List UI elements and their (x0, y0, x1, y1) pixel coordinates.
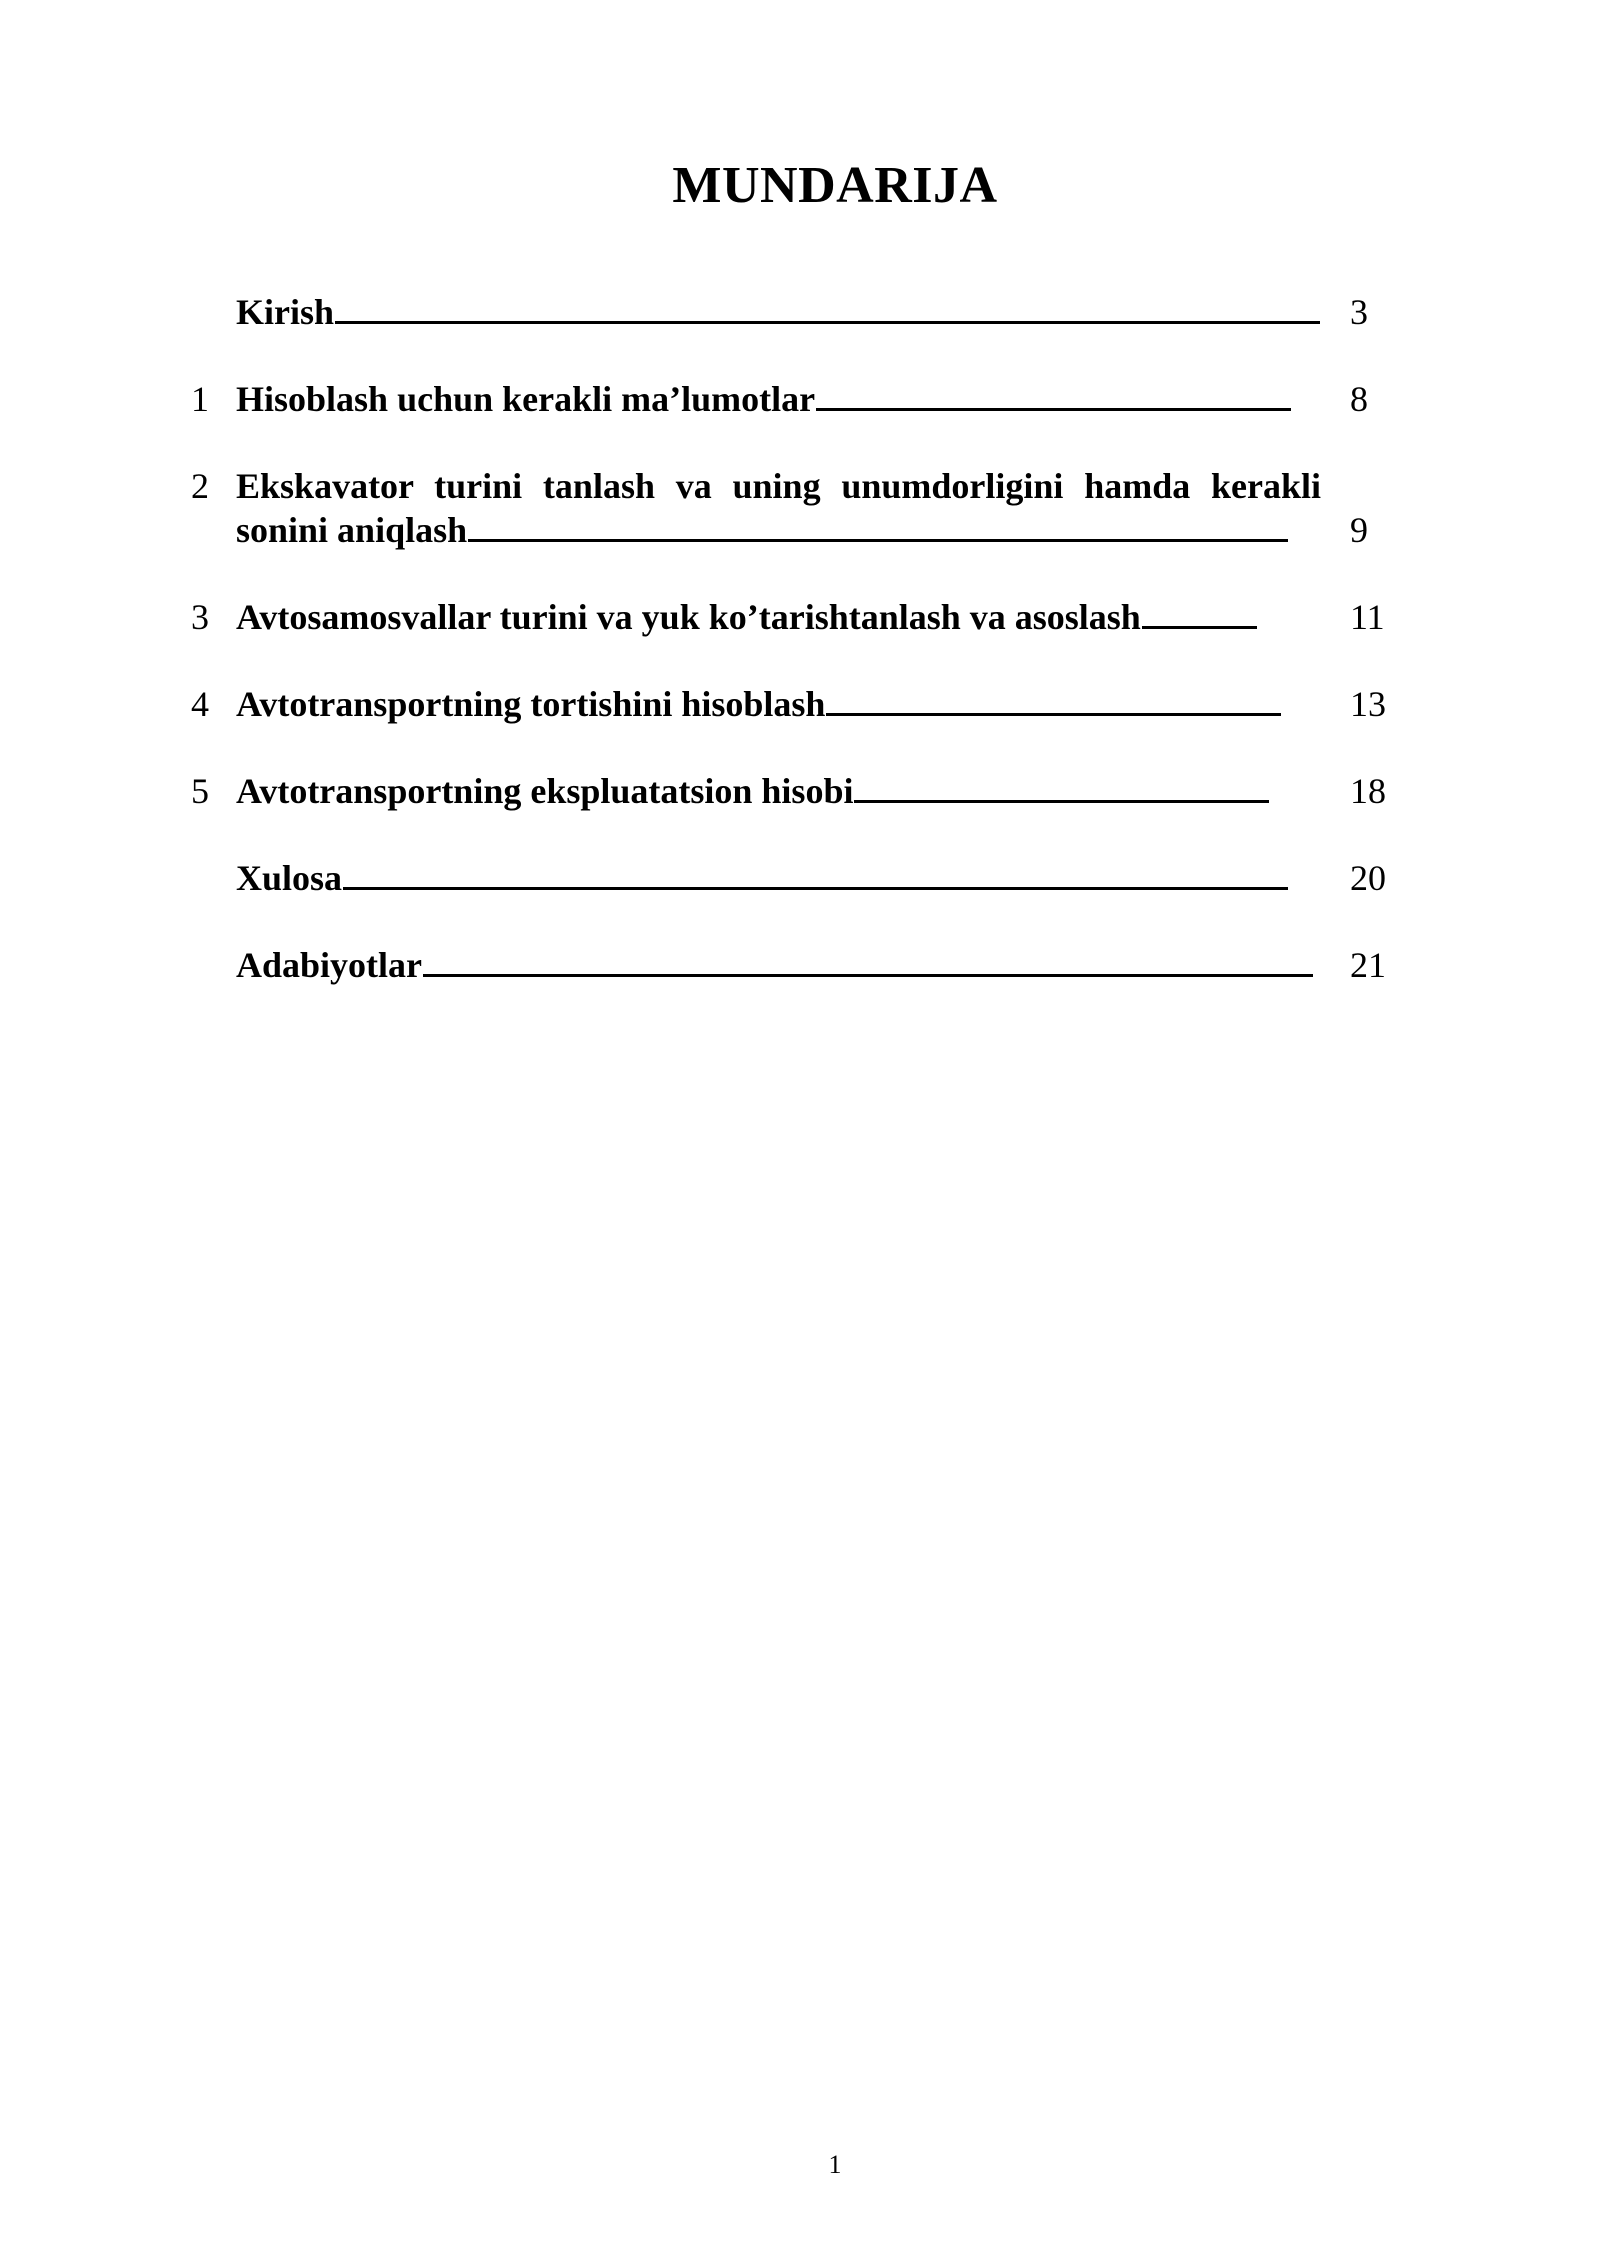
toc-entry-number: 1 (191, 379, 209, 419)
toc-entry-title: Hisoblash uchun kerakli ma’lumotlar (236, 377, 1291, 421)
leader-line (1142, 626, 1257, 629)
toc-entry-page: 11 (1350, 597, 1385, 637)
leader-line (826, 713, 1281, 716)
toc-entry-page: 21 (1350, 945, 1386, 985)
toc-entry-title: Adabiyotlar (236, 943, 1313, 987)
leader-line (343, 887, 1288, 890)
toc-entry-number: 4 (191, 684, 209, 724)
leader-line (423, 974, 1313, 977)
toc-entry-page: 9 (1350, 510, 1368, 550)
page-number: 1 (828, 2150, 842, 2179)
toc-entry-number: 5 (191, 771, 209, 811)
toc-entry-title: Avtotransportning tortishini hisoblash (236, 682, 1281, 726)
toc-entry-title: Avtotransportning ekspluatatsion hisobi (236, 769, 1269, 813)
leader-line (335, 321, 1320, 324)
toc-entry-title: Avtosamosvallar turini va yuk ko’tarishtanlash va asoslash (236, 595, 1257, 639)
toc-entry-title: Xulosa (236, 856, 1288, 900)
leader-line (468, 539, 1288, 542)
toc-entry-number: 2 (191, 466, 209, 506)
toc-entry-title: Kirish (236, 290, 1320, 334)
toc-entry-number: 3 (191, 597, 209, 637)
document-title: MUNDARIJA (672, 157, 998, 214)
toc-entry-page: 20 (1350, 858, 1386, 898)
toc-entry-page: 8 (1350, 379, 1368, 419)
toc-entry-title: Ekskavator turini tanlash va uning unumdorligini hamda kerakli sonini aniqlash (236, 466, 1321, 550)
toc-entry-page: 13 (1350, 684, 1386, 724)
toc-entry-page: 3 (1350, 292, 1368, 332)
leader-line (816, 408, 1291, 411)
toc-entry-page: 18 (1350, 771, 1386, 811)
leader-line (854, 800, 1269, 803)
